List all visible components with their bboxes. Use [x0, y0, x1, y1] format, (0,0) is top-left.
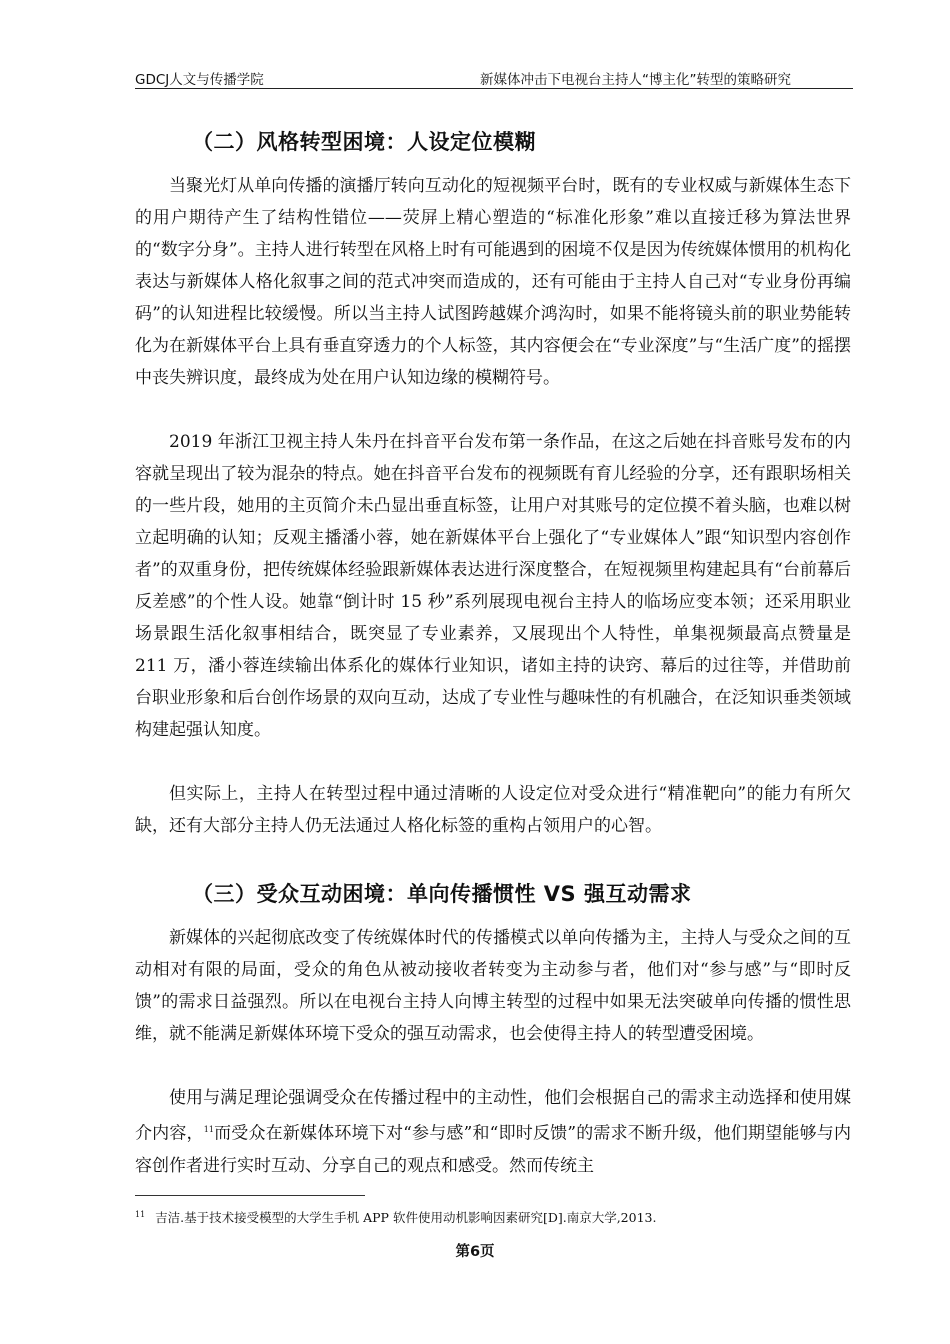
header-institution: GDCJ人文与传播学院 — [135, 72, 264, 88]
footnote-text: 吉洁.基于技术接受模型的大学生手机 APP 软件使用动机影响因素研究[D].南京大学,2013. — [155, 1210, 657, 1225]
section2-paragraph-1: 当聚光灯从单向传播的演播厅转向互动化的短视频平台时，既有的专业权威与新媒体生态下的用户期待产生了结构性错位——荧屏上精心塑造的“标准化形象”难以直接迁移为算法世界的“数字分身”。主持人进行转型在风格上时有可能遇到的困境不仅是因为传统媒体惯用的机构化表达与新媒体人格化叙事之间的范式冲突而造成的，还有可能由于主持人自己对“专业身份再编码”的认知进程比较缓慢。所以当主持人试图跨越媒介鸿沟时，如果不能将镜头前的职业势能转化为在新媒体平台上具有垂直穿透力的个人标签，其内容便会在“专业深度”与“生活广度”的摇摆中丧失辨识度，最终成为处在用户认知边缘的模糊符号。 — [135, 176, 851, 388]
running-header — [135, 66, 853, 88]
section3-paragraph-2-part-a: 使用与满足理论强调受众在传播过程中的主动性，他们会根据自己的需求主动选择和使用媒介内容， — [135, 1088, 851, 1144]
header-rule — [135, 88, 853, 89]
section3-paragraph-2-part-b: 而受众在新媒体环境下对“参与感”和“即时反馈”的需求不断升级，他们期望能够与内容创作者进行实时互动、分享自己的观点和感受。然而传统主 — [135, 1123, 851, 1176]
footnote-reference: 11 — [203, 1125, 214, 1134]
section3-paragraph-1: 新媒体的兴起彻底改变了传统媒体时代的传播模式以单向传播为主，主持人与受众之间的互动相对有限的局面，受众的角色从被动接收者转变为主动参与者，他们对“参与感”与“即时反馈”的需求日益强烈。所以在电视台主持人向博主转型的过程中如果无法突破单向传播的惯性思维，就不能满足新媒体环境下受众的强互动需求，也会使得主持人的转型遭受困境。 — [135, 928, 851, 1044]
section2-paragraph-2: 2019 年浙江卫视主持人朱丹在抖音平台发布第一条作品，在这之后她在抖音账号发布的内容就呈现出了较为混杂的特点。她在抖音平台发布的视频既有育儿经验的分享，还有跟职场相关的一些片段，她用的主页简介未凸显出垂直标签，让用户对其账号的定位摸不着头脑，也难以树立起明确的认知；反观主播潘小蓉，她在新媒体平台上强化了“专业媒体人”跟“知识型内容创作者”的双重身份，把传统媒体经验跟新媒体表达进行深度整合，在短视频里构建起具有“台前幕后反差感”的个性人设。她靠“倒计时 15 秒”系列展现电视台主持人的临场应变本领；还采用职业场景跟生活化叙事相结合，既突显了专业素养，又展现出个人特性，单集视频最高点赞量是 211 万，潘小蓉连续输出体系化的媒体行业知识，诸如主持的诀窍、幕后的过往等，并借助前台职业形象和后台创作场景的双向互动，达成了专业性与趣味性的有机融合，在泛知识垂类领域构建起强认知度。 — [135, 432, 851, 740]
footnote-number: 11 — [135, 1209, 146, 1219]
section3-paragraph-2 — [135, 1082, 851, 1182]
section-heading-3: （三）受众互动困境：单向传播惯性 VS 强互动需求 — [192, 882, 692, 906]
footnote-rule — [135, 1195, 365, 1196]
header-paper-title: 新媒体冲击下电视台主持人“博主化”转型的策略研究 — [480, 72, 791, 88]
section2-paragraph-3: 但实际上，主持人在转型过程中通过清晰的人设定位对受众进行“精准靶向”的能力有所欠缺，还有大部分主持人仍无法通过人格化标签的重构占领用户的心智。 — [135, 784, 851, 836]
page-number: 第6页 — [455, 1244, 495, 1260]
section-heading-2: （二）风格转型困境：人设定位模糊 — [192, 130, 536, 154]
footnote — [135, 1208, 851, 1226]
